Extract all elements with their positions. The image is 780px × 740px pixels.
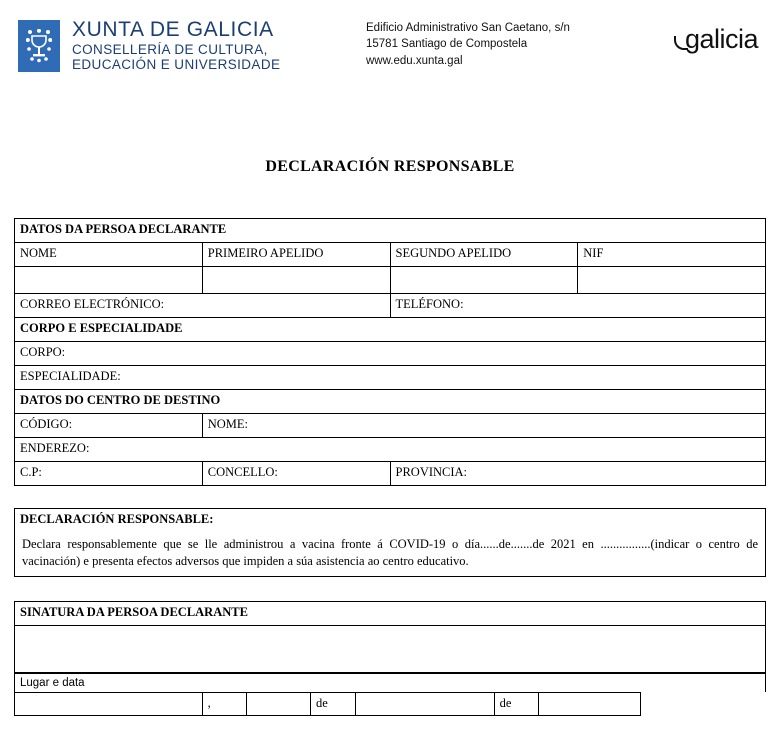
page-title: DECLARACIÓN RESPONSABLE — [265, 158, 515, 175]
field-telefono[interactable]: TELÉFONO: — [390, 294, 766, 318]
field-corpo[interactable]: CORPO: — [15, 342, 766, 366]
field-ano[interactable] — [539, 692, 640, 715]
field-enderezo[interactable]: ENDEREZO: — [15, 438, 766, 462]
date-row-table — [14, 692, 766, 716]
table-row — [15, 414, 766, 438]
table-row — [15, 462, 766, 486]
org-name-line2: CONSELLERÍA DE CULTURA, — [72, 41, 268, 57]
table-row — [15, 532, 766, 576]
column-header-nif: NIF — [578, 243, 766, 267]
field-mes[interactable] — [355, 692, 494, 715]
chalice-icon — [26, 29, 52, 63]
field-nome[interactable] — [15, 267, 203, 294]
signature-heading: SINATURA DA PERSOA DECLARANTE — [15, 601, 766, 625]
table-row — [15, 625, 766, 672]
field-cp[interactable]: C.P: — [15, 462, 203, 486]
field-correo-electronico[interactable]: CORREO ELECTRÓNICO: — [15, 294, 391, 318]
field-especialidade[interactable]: ESPECIALIDADE: — [15, 366, 766, 390]
xunta-shield-icon — [18, 20, 60, 72]
address-block — [366, 18, 626, 69]
comma-cell: , — [202, 692, 247, 715]
signature-table — [14, 601, 766, 673]
document-header — [14, 0, 766, 86]
section-header-centro: DATOS DO CENTRO DE DESTINO — [15, 390, 766, 414]
table-row — [15, 509, 766, 533]
table-row — [15, 219, 766, 243]
declaration-table — [14, 508, 766, 577]
table-row — [15, 318, 766, 342]
xunta-logo-text — [72, 18, 280, 72]
table-row — [15, 342, 766, 366]
galicia-brand-logo — [674, 18, 762, 55]
field-codigo[interactable]: CÓDIGO: — [15, 414, 203, 438]
column-header-nome: NOME — [15, 243, 203, 267]
lugar-e-data-label: Lugar e data — [14, 673, 766, 692]
xunta-logo-block — [18, 18, 348, 72]
field-nif[interactable] — [578, 267, 766, 294]
field-provincia[interactable]: PROVINCIA: — [390, 462, 766, 486]
table-row — [15, 294, 766, 318]
address-line-2: 15781 Santiago de Compostela — [366, 38, 528, 51]
declaration-body-text: Declara responsablemente que se lle administrou a vacina fronte á COVID-19 o día......de.......de 2021 en ................(indicar o centro de vacinación) e presenta efectos adversos que impiden a súa asistencia ao centro educativo. — [15, 532, 766, 576]
de-label-2: de — [494, 692, 539, 715]
address-line-3: www.edu.xunta.gal — [366, 54, 463, 67]
table-row — [15, 243, 766, 267]
de-label-1: de — [311, 692, 356, 715]
org-name-line3: EDUCACIÓN E UNIVERSIDADE — [72, 56, 281, 72]
column-header-primeiro-apelido: PRIMEIRO APELIDO — [202, 243, 390, 267]
table-row — [15, 366, 766, 390]
section-header-corpo: CORPO E ESPECIALIDADE — [15, 318, 766, 342]
column-header-segundo-apelido: SEGUNDO APELIDO — [390, 243, 578, 267]
galicia-brand-text: galicia — [684, 24, 758, 54]
org-name-line1: XUNTA DE GALICIA — [72, 18, 274, 41]
declaration-heading: DECLARACIÓN RESPONSABLE: — [15, 509, 766, 533]
field-lugar[interactable] — [15, 692, 203, 715]
spacer-cell — [640, 692, 766, 715]
field-dia[interactable] — [247, 692, 311, 715]
section-header-declarante: DATOS DA PERSOA DECLARANTE — [15, 219, 766, 243]
field-concello[interactable]: CONCELLO: — [202, 462, 390, 486]
field-segundo-apelido[interactable] — [390, 267, 578, 294]
table-row — [15, 267, 766, 294]
field-nome-centro[interactable]: NOME: — [202, 414, 765, 438]
table-row — [15, 438, 766, 462]
table-row — [15, 390, 766, 414]
signature-area[interactable] — [15, 625, 766, 672]
table-row — [15, 601, 766, 625]
field-primeiro-apelido[interactable] — [202, 267, 390, 294]
address-line-1: Edificio Administrativo San Caetano, s/n — [366, 22, 570, 34]
declarant-data-table — [14, 218, 766, 486]
table-row — [15, 692, 767, 715]
